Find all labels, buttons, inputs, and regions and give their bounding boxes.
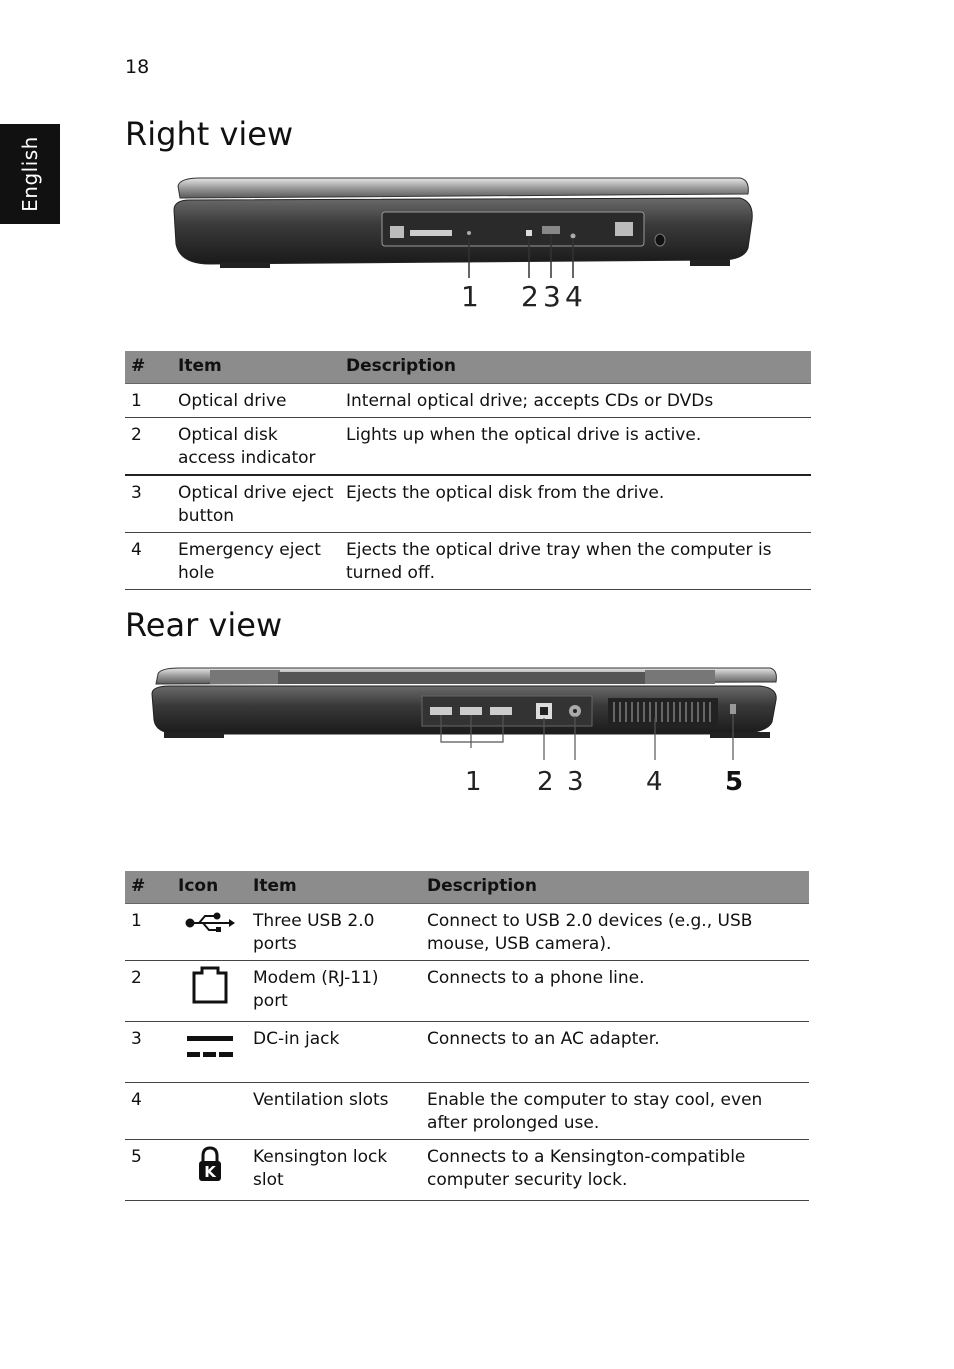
row-item: DC-in jack xyxy=(247,1022,421,1083)
right-view-table xyxy=(125,351,811,590)
right-callout-1: 1 xyxy=(461,280,479,313)
row-item: Three USB 2.0 ports xyxy=(247,904,421,961)
row-number: 3 xyxy=(125,1022,172,1083)
table-row xyxy=(125,1140,809,1201)
col-header-number: # xyxy=(125,351,172,384)
row-item: Emergency eject hole xyxy=(172,533,340,590)
right-view-illustration xyxy=(160,168,770,318)
table-row xyxy=(125,418,811,476)
row-number: 4 xyxy=(125,1083,172,1140)
row-number: 2 xyxy=(125,961,172,1022)
row-description: Connects to an AC adapter. xyxy=(421,1022,809,1083)
row-item: Modem (RJ-11) port xyxy=(247,961,421,1022)
row-number: 1 xyxy=(125,384,172,418)
rear-callout-1: 1 xyxy=(465,767,482,797)
row-number: 4 xyxy=(125,533,172,590)
page-number: 18 xyxy=(125,56,150,78)
row-item: Optical disk access indicator xyxy=(172,418,340,476)
table-row xyxy=(125,384,811,418)
language-tab-label: English xyxy=(18,136,42,212)
row-item: Optical drive eject button xyxy=(172,475,340,533)
table-row xyxy=(125,475,811,533)
col-header-item: Item xyxy=(172,351,340,384)
table-row xyxy=(125,533,811,590)
dc-in-icon xyxy=(172,1022,247,1083)
row-description: Internal optical drive; accepts CDs or DVDs xyxy=(340,384,811,418)
table-row xyxy=(125,1022,809,1083)
row-description: Connects to a Kensington-compatible computer security lock. xyxy=(421,1140,809,1201)
row-description: Ejects the optical disk from the drive. xyxy=(340,475,811,533)
modem-icon xyxy=(172,961,247,1022)
row-number: 2 xyxy=(125,418,172,476)
right-view-heading: Right view xyxy=(125,115,294,153)
col-header-number: # xyxy=(125,871,172,904)
row-description: Enable the computer to stay cool, even after prolonged use. xyxy=(421,1083,809,1140)
col-header-description: Description xyxy=(340,351,811,384)
row-number: 3 xyxy=(125,475,172,533)
rear-view-illustration xyxy=(140,660,790,800)
rear-view-heading: Rear view xyxy=(125,606,283,644)
row-item: Kensington lock slot xyxy=(247,1140,421,1201)
rear-callout-3: 3 xyxy=(567,767,584,797)
row-description: Lights up when the optical drive is active. xyxy=(340,418,811,476)
row-item: Optical drive xyxy=(172,384,340,418)
right-callout-2: 2 xyxy=(521,280,539,313)
row-description: Ejects the optical drive tray when the computer is turned off. xyxy=(340,533,811,590)
svg-text:K: K xyxy=(203,1163,216,1181)
col-header-icon: Icon xyxy=(172,871,247,904)
row-description: Connects to a phone line. xyxy=(421,961,809,1022)
rear-callout-4: 4 xyxy=(646,767,663,797)
empty-icon-cell xyxy=(172,1083,247,1140)
table-header-row xyxy=(125,351,811,384)
rear-view-table xyxy=(125,871,809,1201)
row-item: Ventilation slots xyxy=(247,1083,421,1140)
kensington-lock-icon xyxy=(172,1140,247,1201)
row-description: Connect to USB 2.0 devices (e.g., USB mouse, USB camera). xyxy=(421,904,809,961)
col-header-item: Item xyxy=(247,871,421,904)
right-callout-3: 3 xyxy=(543,280,561,313)
table-row xyxy=(125,961,809,1022)
table-row xyxy=(125,904,809,961)
col-header-description: Description xyxy=(421,871,809,904)
rear-callout-5: 5 xyxy=(725,767,744,797)
row-number: 1 xyxy=(125,904,172,961)
row-number: 5 xyxy=(125,1140,172,1201)
language-tab xyxy=(0,124,60,224)
rear-callout-2: 2 xyxy=(537,767,554,797)
table-header-row xyxy=(125,871,809,904)
table-row xyxy=(125,1083,809,1140)
usb-icon xyxy=(172,904,247,961)
right-callout-4: 4 xyxy=(565,280,583,313)
